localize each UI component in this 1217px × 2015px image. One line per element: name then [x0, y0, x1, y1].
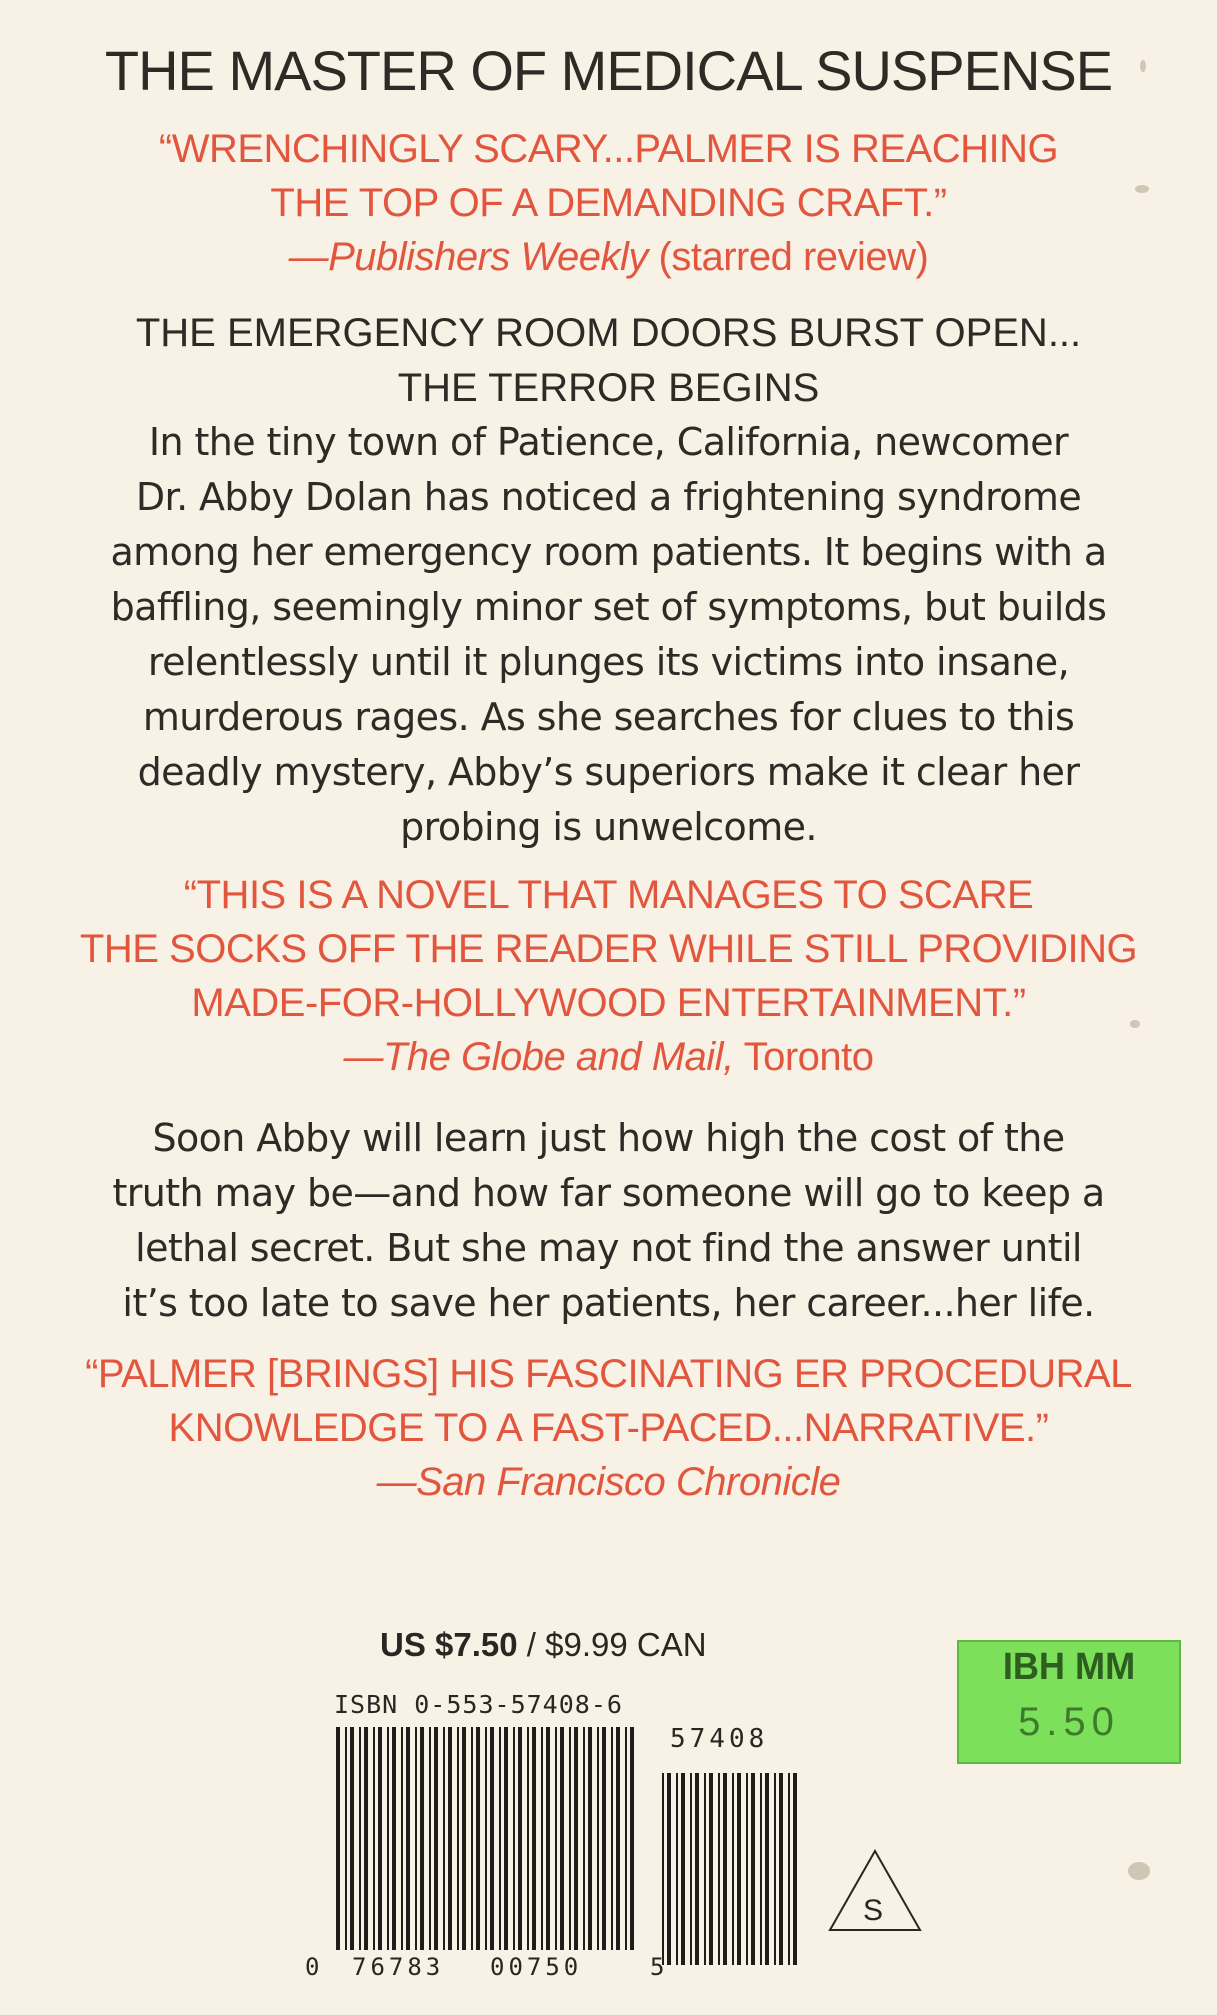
barcode-bar — [602, 1727, 606, 1950]
barcode-bar — [392, 1727, 396, 1950]
barcode-bar — [345, 1727, 347, 1950]
barcode-bar — [723, 1773, 727, 1965]
barcode-bar — [690, 1773, 692, 1965]
barcode-addon-bars — [662, 1773, 797, 1965]
text-line: Soon Abby will learn just how high the cost of the — [152, 1116, 1065, 1160]
barcode-bar — [751, 1773, 755, 1965]
text-line: among her emergency room patients. It begins with a — [110, 530, 1107, 574]
barcode-bar — [406, 1727, 410, 1950]
quote-line: THE SOCKS OFF THE READER WHILE STILL PROVIDING — [79, 927, 1138, 971]
barcode-main-bars — [336, 1727, 634, 1950]
quote-attribution — [40, 1455, 1177, 1509]
barcode-bar — [373, 1727, 375, 1950]
barcode-bar — [611, 1727, 613, 1950]
barcode-bar — [616, 1727, 620, 1950]
barcode-bar — [569, 1727, 571, 1950]
barcode-bar — [541, 1727, 543, 1950]
barcode-bar — [746, 1773, 748, 1965]
review-quote-2 — [40, 868, 1177, 1084]
quote-source-tail: Toronto — [733, 1035, 874, 1079]
sticker-store-label: IBH MM — [1002, 1646, 1136, 1688]
barcode — [300, 1725, 960, 1985]
barcode-bar — [793, 1773, 797, 1965]
paper-speck — [1130, 1020, 1140, 1028]
barcode-bar — [667, 1773, 671, 1965]
quote-line: “PALMER [BRINGS] HIS FASCINATING ER PROCEDURAL — [85, 1352, 1132, 1396]
text-line: it’s too late to save her patients, her career...her life. — [122, 1281, 1095, 1325]
quote-source: —Publishers Weekly — [288, 235, 648, 279]
price-line — [380, 1626, 840, 1664]
quote-source: —San Francisco Chronicle — [376, 1460, 841, 1504]
review-quote-1 — [40, 122, 1177, 284]
quote-source: —The Globe and Mail, — [343, 1035, 734, 1079]
barcode-bar — [560, 1727, 564, 1950]
text-line: probing is unwelcome. — [400, 805, 817, 849]
barcode-bar — [555, 1727, 557, 1950]
text-line: relentlessly until it plunges its victims into insane, — [147, 640, 1070, 684]
synopsis-paragraph-2 — [50, 1111, 1167, 1331]
quote-line: THE TOP OF A DEMANDING CRAFT.” — [270, 181, 947, 225]
text-line: Dr. Abby Dolan has noticed a frightening syndrome — [135, 475, 1082, 519]
barcode-bar — [662, 1773, 664, 1965]
synopsis-paragraph-1 — [50, 415, 1167, 855]
barcode-bar — [704, 1773, 706, 1965]
sticker-price: 5.50 — [1018, 1700, 1120, 1744]
subhead — [0, 306, 1217, 416]
price-can: $9.99 CAN — [545, 1626, 707, 1663]
price-sticker — [957, 1640, 1181, 1764]
isbn-text: ISBN 0-553-57408-6 — [334, 1690, 623, 1719]
barcode-bar — [490, 1727, 494, 1950]
barcode-bar — [448, 1727, 452, 1950]
barcode-group-2: 00750 — [490, 1953, 583, 1981]
text-line: truth may be—and how far someone will go to keep a — [112, 1171, 1105, 1215]
barcode-bar — [625, 1727, 627, 1950]
quote-line: KNOWLEDGE TO A FAST-PACED...NARRATIVE.” — [168, 1406, 1049, 1450]
barcode-bar — [597, 1727, 599, 1950]
paper-speck — [1140, 60, 1146, 72]
barcode-bar — [457, 1727, 459, 1950]
quote-attribution — [40, 1030, 1177, 1084]
barcode-bar — [737, 1773, 741, 1965]
barcode-bar — [434, 1727, 438, 1950]
text-line: In the tiny town of Patience, California, newcomer — [148, 420, 1069, 464]
subhead-line: THE EMERGENCY ROOM DOORS BURST OPEN... — [135, 311, 1082, 355]
barcode-bar — [774, 1773, 776, 1965]
barcode-bar — [415, 1727, 417, 1950]
text-line: murderous rages. As she searches for clues to this — [142, 695, 1075, 739]
text-line: deadly mystery, Abby’s superiors make it clear her — [137, 750, 1080, 794]
barcode-addon-digits: 57408 — [670, 1725, 769, 1754]
barcode-bar — [336, 1727, 340, 1950]
barcode-bar — [462, 1727, 466, 1950]
quote-line: MADE-FOR-HOLLYWOOD ENTERTAINMENT.” — [191, 981, 1026, 1025]
barcode-bar — [504, 1727, 508, 1950]
quote-line: “WRENCHINGLY SCARY...PALMER IS REACHING — [158, 127, 1059, 171]
barcode-bar — [574, 1727, 578, 1950]
barcode-bar — [630, 1727, 634, 1950]
barcode-bar — [518, 1727, 522, 1950]
barcode-bar — [378, 1727, 382, 1950]
barcode-bar — [681, 1773, 685, 1965]
price-us: US $7.50 — [380, 1626, 518, 1663]
barcode-bar — [350, 1727, 354, 1950]
barcode-bar — [359, 1727, 361, 1950]
barcode-bar — [476, 1727, 480, 1950]
triangle-symbol: S — [863, 1894, 884, 1927]
barcode-bar — [420, 1727, 424, 1950]
quote-source-tail: (starred review) — [647, 235, 929, 279]
barcode-bar — [760, 1773, 762, 1965]
text-line: lethal secret. But she may not find the answer until — [135, 1226, 1082, 1270]
barcode-bar — [588, 1727, 592, 1950]
barcode-bar — [485, 1727, 487, 1950]
paper-speck — [1128, 1862, 1150, 1880]
barcode-bar — [695, 1773, 699, 1965]
barcode-bar — [583, 1727, 585, 1950]
barcode-bar — [471, 1727, 473, 1950]
barcode-bar — [779, 1773, 783, 1965]
barcode-bar — [676, 1773, 678, 1965]
barcode-bar — [718, 1773, 720, 1965]
barcode-bar — [401, 1727, 403, 1950]
text-line: baffling, seemingly minor set of symptoms, but builds — [110, 585, 1107, 629]
barcode-bar — [788, 1773, 790, 1965]
barcode-group-1: 76783 — [352, 1953, 445, 1981]
barcode-bar — [499, 1727, 501, 1950]
barcode-bar — [709, 1773, 713, 1965]
barcode-bar — [429, 1727, 431, 1950]
barcode-right-digit: 5 — [650, 1953, 665, 1981]
quote-attribution — [40, 230, 1177, 284]
barcode-left-digit: 0 — [305, 1953, 320, 1981]
price-separator: / — [517, 1626, 546, 1663]
barcode-bar — [387, 1727, 389, 1950]
barcode-bar — [765, 1773, 769, 1965]
headline: THE MASTER OF MEDICAL SUSPENSE — [104, 39, 1113, 102]
review-quote-3 — [40, 1347, 1177, 1509]
barcode-bar — [732, 1773, 734, 1965]
barcode-bar — [532, 1727, 536, 1950]
barcode-bar — [443, 1727, 445, 1950]
barcode-bar — [364, 1727, 368, 1950]
subhead-line: THE TERROR BEGINS — [397, 366, 820, 410]
paper-speck — [1135, 185, 1149, 193]
barcode-bar — [513, 1727, 515, 1950]
barcode-bar — [527, 1727, 529, 1950]
barcode-bar — [546, 1727, 550, 1950]
quote-line: “THIS IS A NOVEL THAT MANAGES TO SCARE — [183, 873, 1034, 917]
